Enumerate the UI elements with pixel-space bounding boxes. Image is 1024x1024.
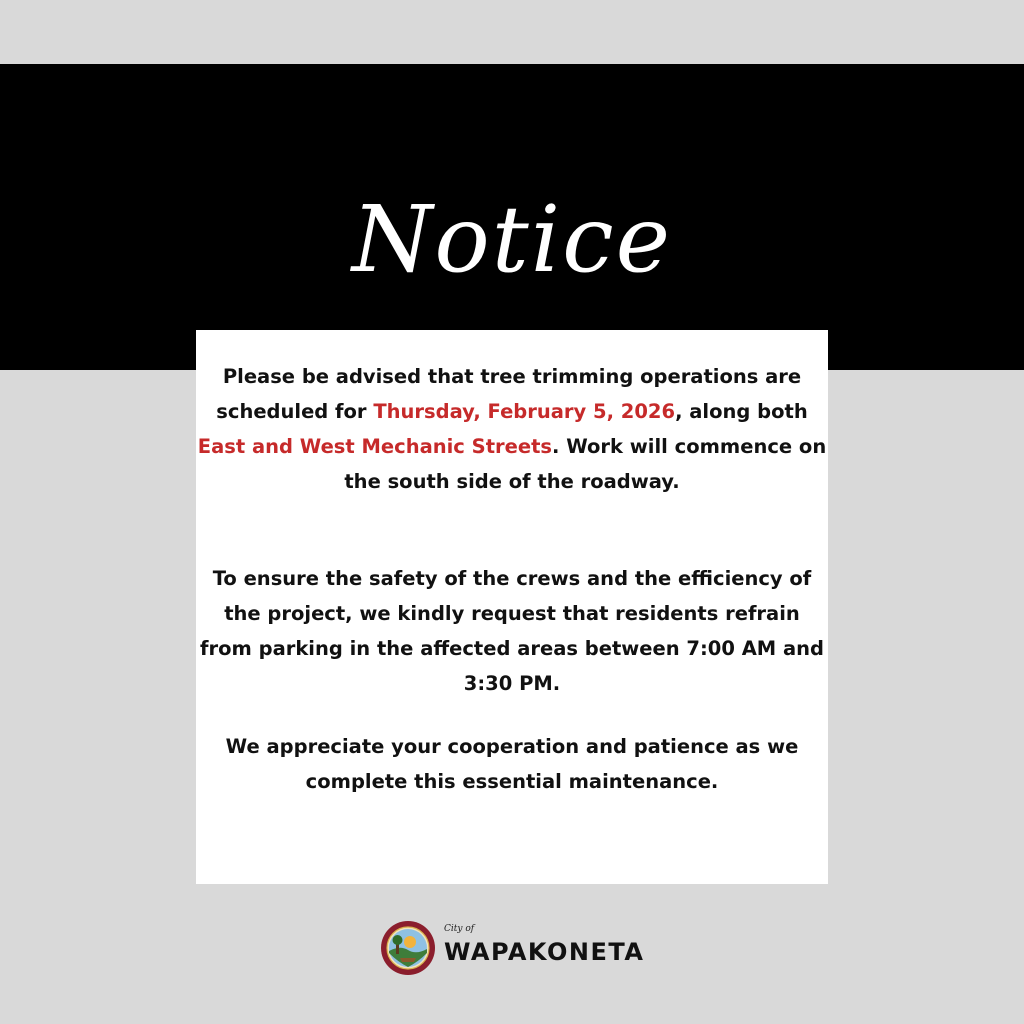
city-name-label: WAPAKONETA xyxy=(444,938,645,966)
paragraph-thanks: We appreciate your cooperation and patience as we complete this essential maintenance. xyxy=(225,735,799,793)
notice-card xyxy=(196,330,828,884)
city-of-label: City of xyxy=(444,924,475,934)
schedule-text-2: , along both xyxy=(675,400,808,423)
streets-highlight: East and West Mechanic Streets xyxy=(197,435,553,458)
schedule-text-1: Please be advised that tree trimming operations are scheduled for xyxy=(216,365,802,423)
city-logo xyxy=(380,918,650,978)
city-seal-icon xyxy=(380,920,436,976)
paragraph-schedule xyxy=(196,359,828,499)
notice-title: Notice xyxy=(351,186,673,293)
schedule-text-3: . Work will commence on the south side of the roadway. xyxy=(344,435,827,493)
date-highlight: Thursday, February 5, 2026 xyxy=(373,400,676,423)
paragraph-parking-request: To ensure the safety of the crews and the efficiency of the project, we kindly request that residents refrain from parking in the affected areas between 7:00 AM and 3:30 PM. xyxy=(200,567,824,695)
